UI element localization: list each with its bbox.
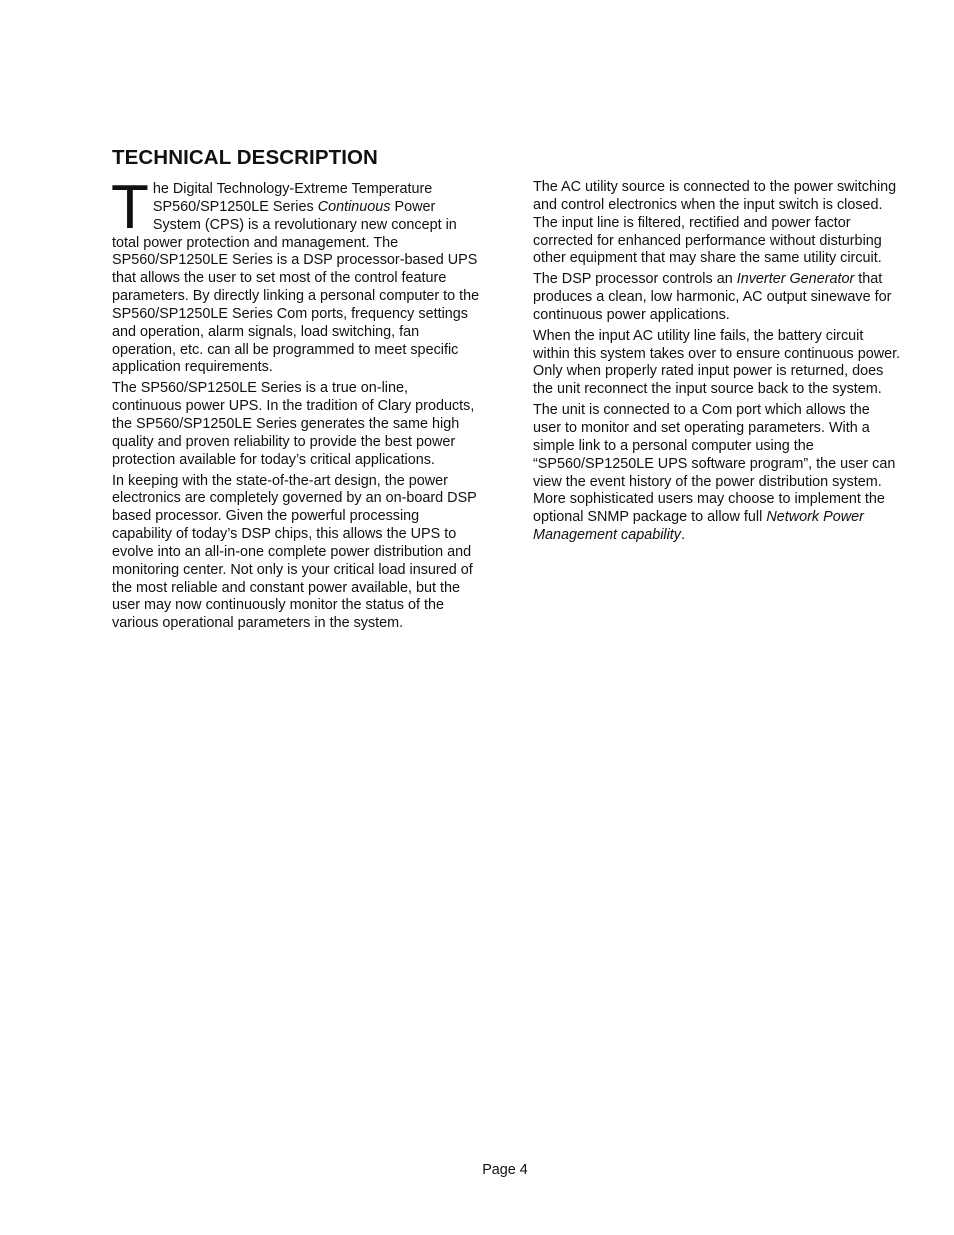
com-text-a: The unit is connected to a Com port which allows the user to monitor and set operating parameters. With a simple link to a personal computer using the “SP560/SP1250LE UPS software program”, the user can view the event history of the power distribution system. More sophisticated users may choose to implement the optional SNMP package to allow full <box>533 402 896 526</box>
paragraph-dsp-design: In keeping with the state-of-the-art design, the power electronics are completely governed by an on-board DSP based processor. Given the powerful processing capability of today’s DSP chips, this allows the UPS to evolve into an all-in-one complete power distribution and monitoring center. Not only is your critical load insured of the most reliable and constant power available, but the user may now continuously monitor the status of the various operational parameters in the system. <box>112 472 477 632</box>
paragraph-ac-utility: The AC utility source is connected to the power switching and control electronics when the input switch is closed. The input line is filtered, rectified and power factor corrected for enhanced performance without disturbing other equipment that may share the same utility circuit. <box>533 179 897 267</box>
intro-emphasis: Continuous <box>317 198 391 215</box>
com-text-b: . <box>681 527 685 544</box>
page-number: Page 4 <box>482 1162 528 1178</box>
intro-text-a: he Digital Technology-Extreme Temperature SP560/SP1250LE Series <box>152 181 433 215</box>
section-title: TECHNICAL DESCRIPTION <box>112 146 378 169</box>
inverter-text-b: that produces a clean, low harmonic, AC output sinewave for continuous power applications. <box>533 271 892 323</box>
paragraph-battery: When the input AC utility line fails, the battery circuit within this system takes over to ensure continuous power. Only when properly rated input power is returned, does the unit reconnect the input source back to the system. <box>533 327 901 398</box>
com-emphasis: Network Power Management capability <box>533 509 864 544</box>
page-footer <box>0 1161 954 1179</box>
inverter-text-a: The DSP processor controls an <box>533 271 737 288</box>
intro-text-b: Power System (CPS) is a revolutionary new concept in total power protection and management. The SP560/SP1250LE Series is a DSP processor-based UPS that allows the user to set most of the control feature parameters. By directly linking a personal computer to the SP560/SP1250LE Series Com ports, frequency settings and operation, alarm signals, load switching, fan operation, etc. can all be programmed to meet specific application requirements. <box>112 198 480 376</box>
paragraph-intro <box>111 173 480 377</box>
right-column <box>533 179 901 548</box>
drop-cap: T <box>111 173 149 242</box>
left-column <box>111 173 480 636</box>
inverter-emphasis: Inverter Generator <box>736 271 855 288</box>
paragraph-com-port <box>533 402 901 545</box>
paragraph-inverter <box>533 271 901 325</box>
paragraph-online-ups: The SP560/SP1250LE Series is a true on-line, continuous power UPS. In the tradition of Clary products, the SP560/SP1250LE Series generates the same high quality and proven reliability to provide the best power protection available for today’s critical applications. <box>112 380 475 468</box>
